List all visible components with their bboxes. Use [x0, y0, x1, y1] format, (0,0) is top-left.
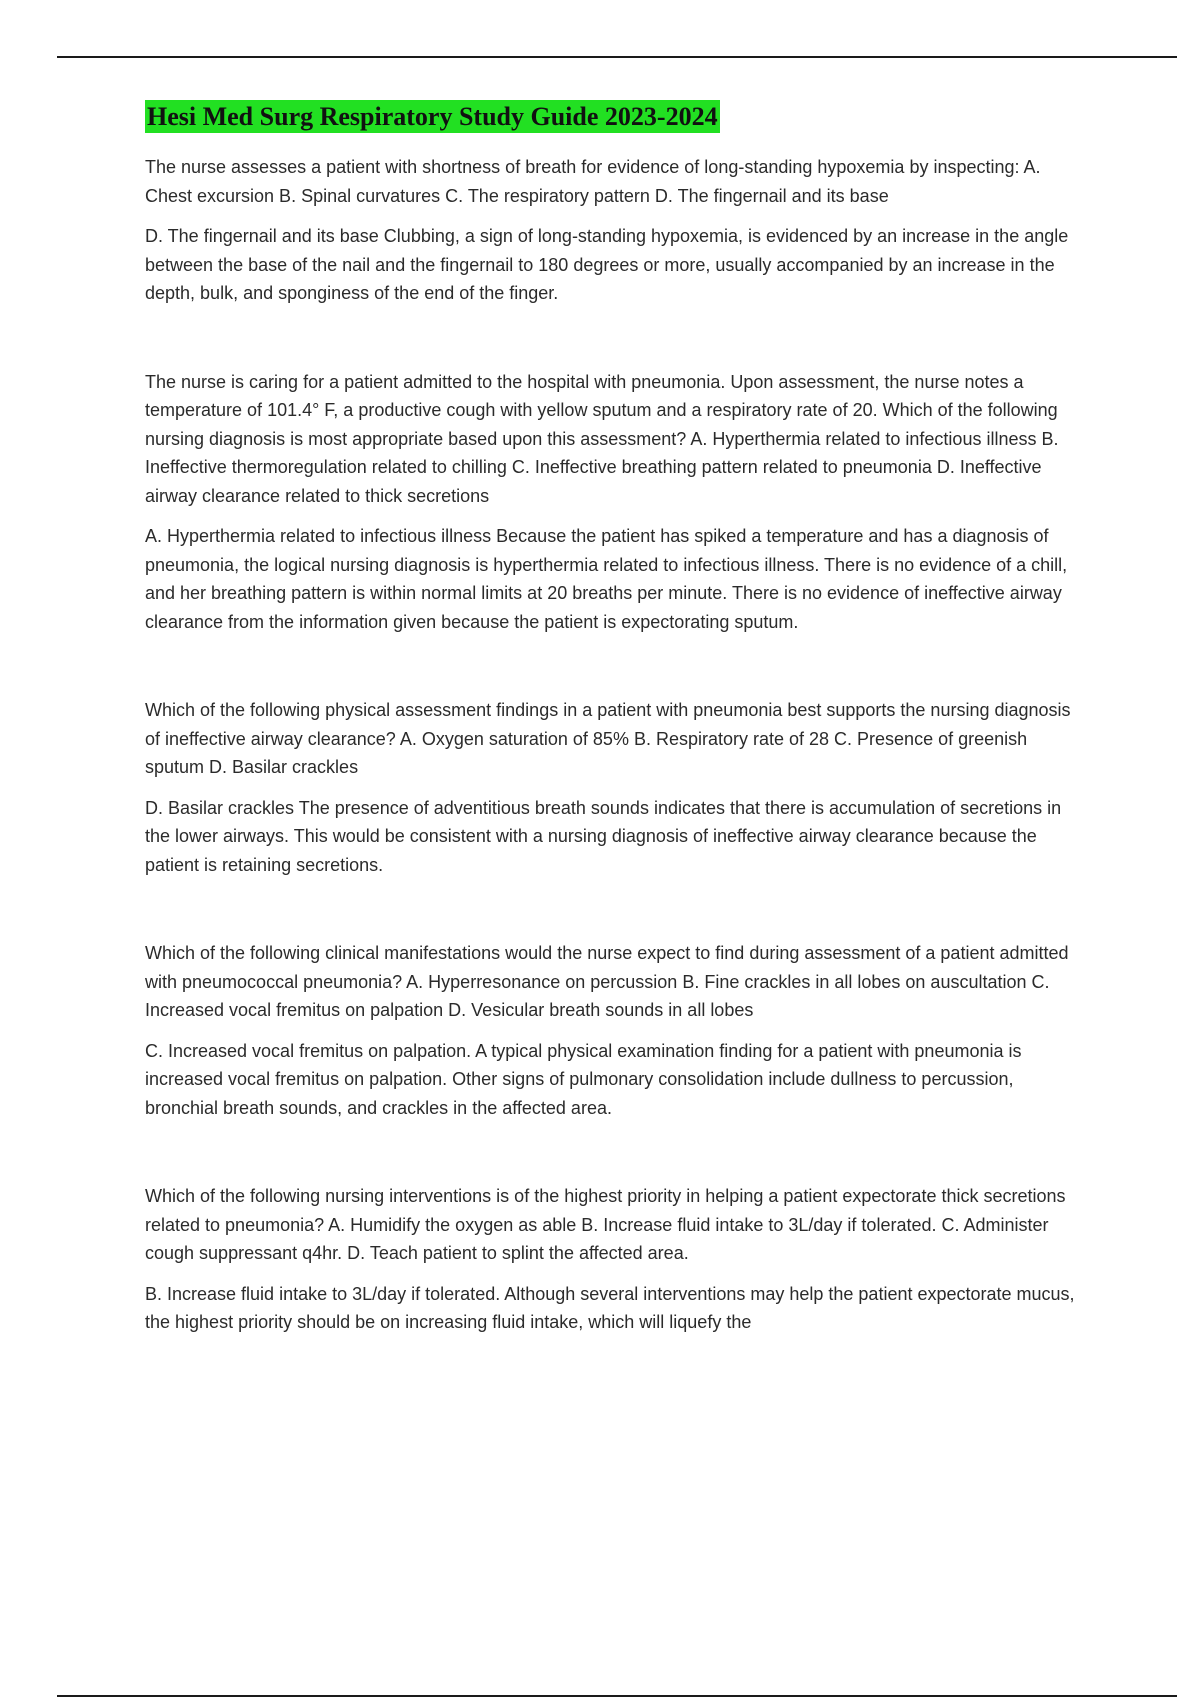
qa-item [145, 368, 1085, 637]
answer-text: C. Increased vocal fremitus on palpation. A typical physical examination finding for a patient with pneumonia is increased vocal fremitus on palpation. Other signs of pulmonary consolidation include dullness to percussion, bronchial breath sounds, and crackles in the affected area. [145, 1040, 1022, 1118]
question-text: The nurse is caring for a patient admitted to the hospital with pneumonia. Upon assessment, the nurse notes a temperature of 101.4° F, a productive cough with yellow sputum and a respiratory rate of 20. Which of the following nursing diagnosis is most appropriate based upon this assessment? A. Hyperthermia related to infectious illness B. Ineffective thermoregulation related to chilling C. Ineffective breathing pattern related to pneumonia D. Ineffective airway clearance related to thick secretions [145, 371, 1059, 506]
bottom-rule [57, 1695, 1177, 1697]
qa-item [145, 153, 1085, 308]
qa-item [145, 1182, 1085, 1337]
top-rule [57, 56, 1177, 58]
document-body [145, 100, 1085, 1397]
question-text: Which of the following physical assessment findings in a patient with pneumonia best supports the nursing diagnosis of ineffective airway clearance? A. Oxygen saturation of 85% B. Respiratory rate of 28 C. Presence of greenish sputum D. Basilar crackles [145, 700, 1071, 777]
question-text: Which of the following nursing interventions is of the highest priority in helping a patient expectorate thick secretions related to pneumonia? A. Humidify the oxygen as able B. Increase fluid intake to 3L/day if tolerated. C. Administer cough suppressant q4hr. D. Teach patient to splint the affected area. [145, 1186, 1066, 1263]
answer-text: D. Basilar crackles The presence of adventitious breath sounds indicates that there is accumulation of secretions in the lower airways. This would be consistent with a nursing diagnosis of ineffective airway clearance because the patient is retaining secretions. [145, 797, 1062, 875]
answer-text: B. Increase fluid intake to 3L/day if tolerated. Although several interventions may help the patient expectorate mucus, the highest priority should be on increasing fluid intake, which will liquefy the [145, 1283, 1075, 1332]
page-title: Hesi Med Surg Respiratory Study Guide 2023-2024 [147, 102, 718, 131]
qa-item [145, 696, 1085, 879]
answer-text: A. Hyperthermia related to infectious illness Because the patient has spiked a temperature and has a diagnosis of pneumonia, the logical nursing diagnosis is hyperthermia related to infectious illness. There is no evidence of a chill, and her breathing pattern is within normal limits at 20 breaths per minute. There is no evidence of ineffective airway clearance from the information given because the patient is expectorating sputum. [145, 526, 1068, 632]
answer-text: D. The fingernail and its base Clubbing, a sign of long-standing hypoxemia, is evidenced by an increase in the angle between the base of the nail and the fingernail to 180 degrees or more, usually accompanied by an increase in the depth, bulk, and sponginess of the end of the finger. [145, 226, 1069, 303]
question-text: The nurse assesses a patient with shortness of breath for evidence of long-standing hypoxemia by inspecting: A. Chest excursion B. Spinal curvatures C. The respiratory pattern D. The fingernail and its base [145, 157, 1041, 206]
qa-list [145, 153, 1085, 1337]
qa-item [145, 939, 1085, 1122]
question-text: Which of the following clinical manifestations would the nurse expect to find during assessment of a patient admitted with pneumococcal pneumonia? A. Hyperresonance on percussion B. Fine crackles in all lobes on auscultation C. Increased vocal fremitus on palpation D. Vesicular breath sounds in all lobes [145, 943, 1069, 1020]
